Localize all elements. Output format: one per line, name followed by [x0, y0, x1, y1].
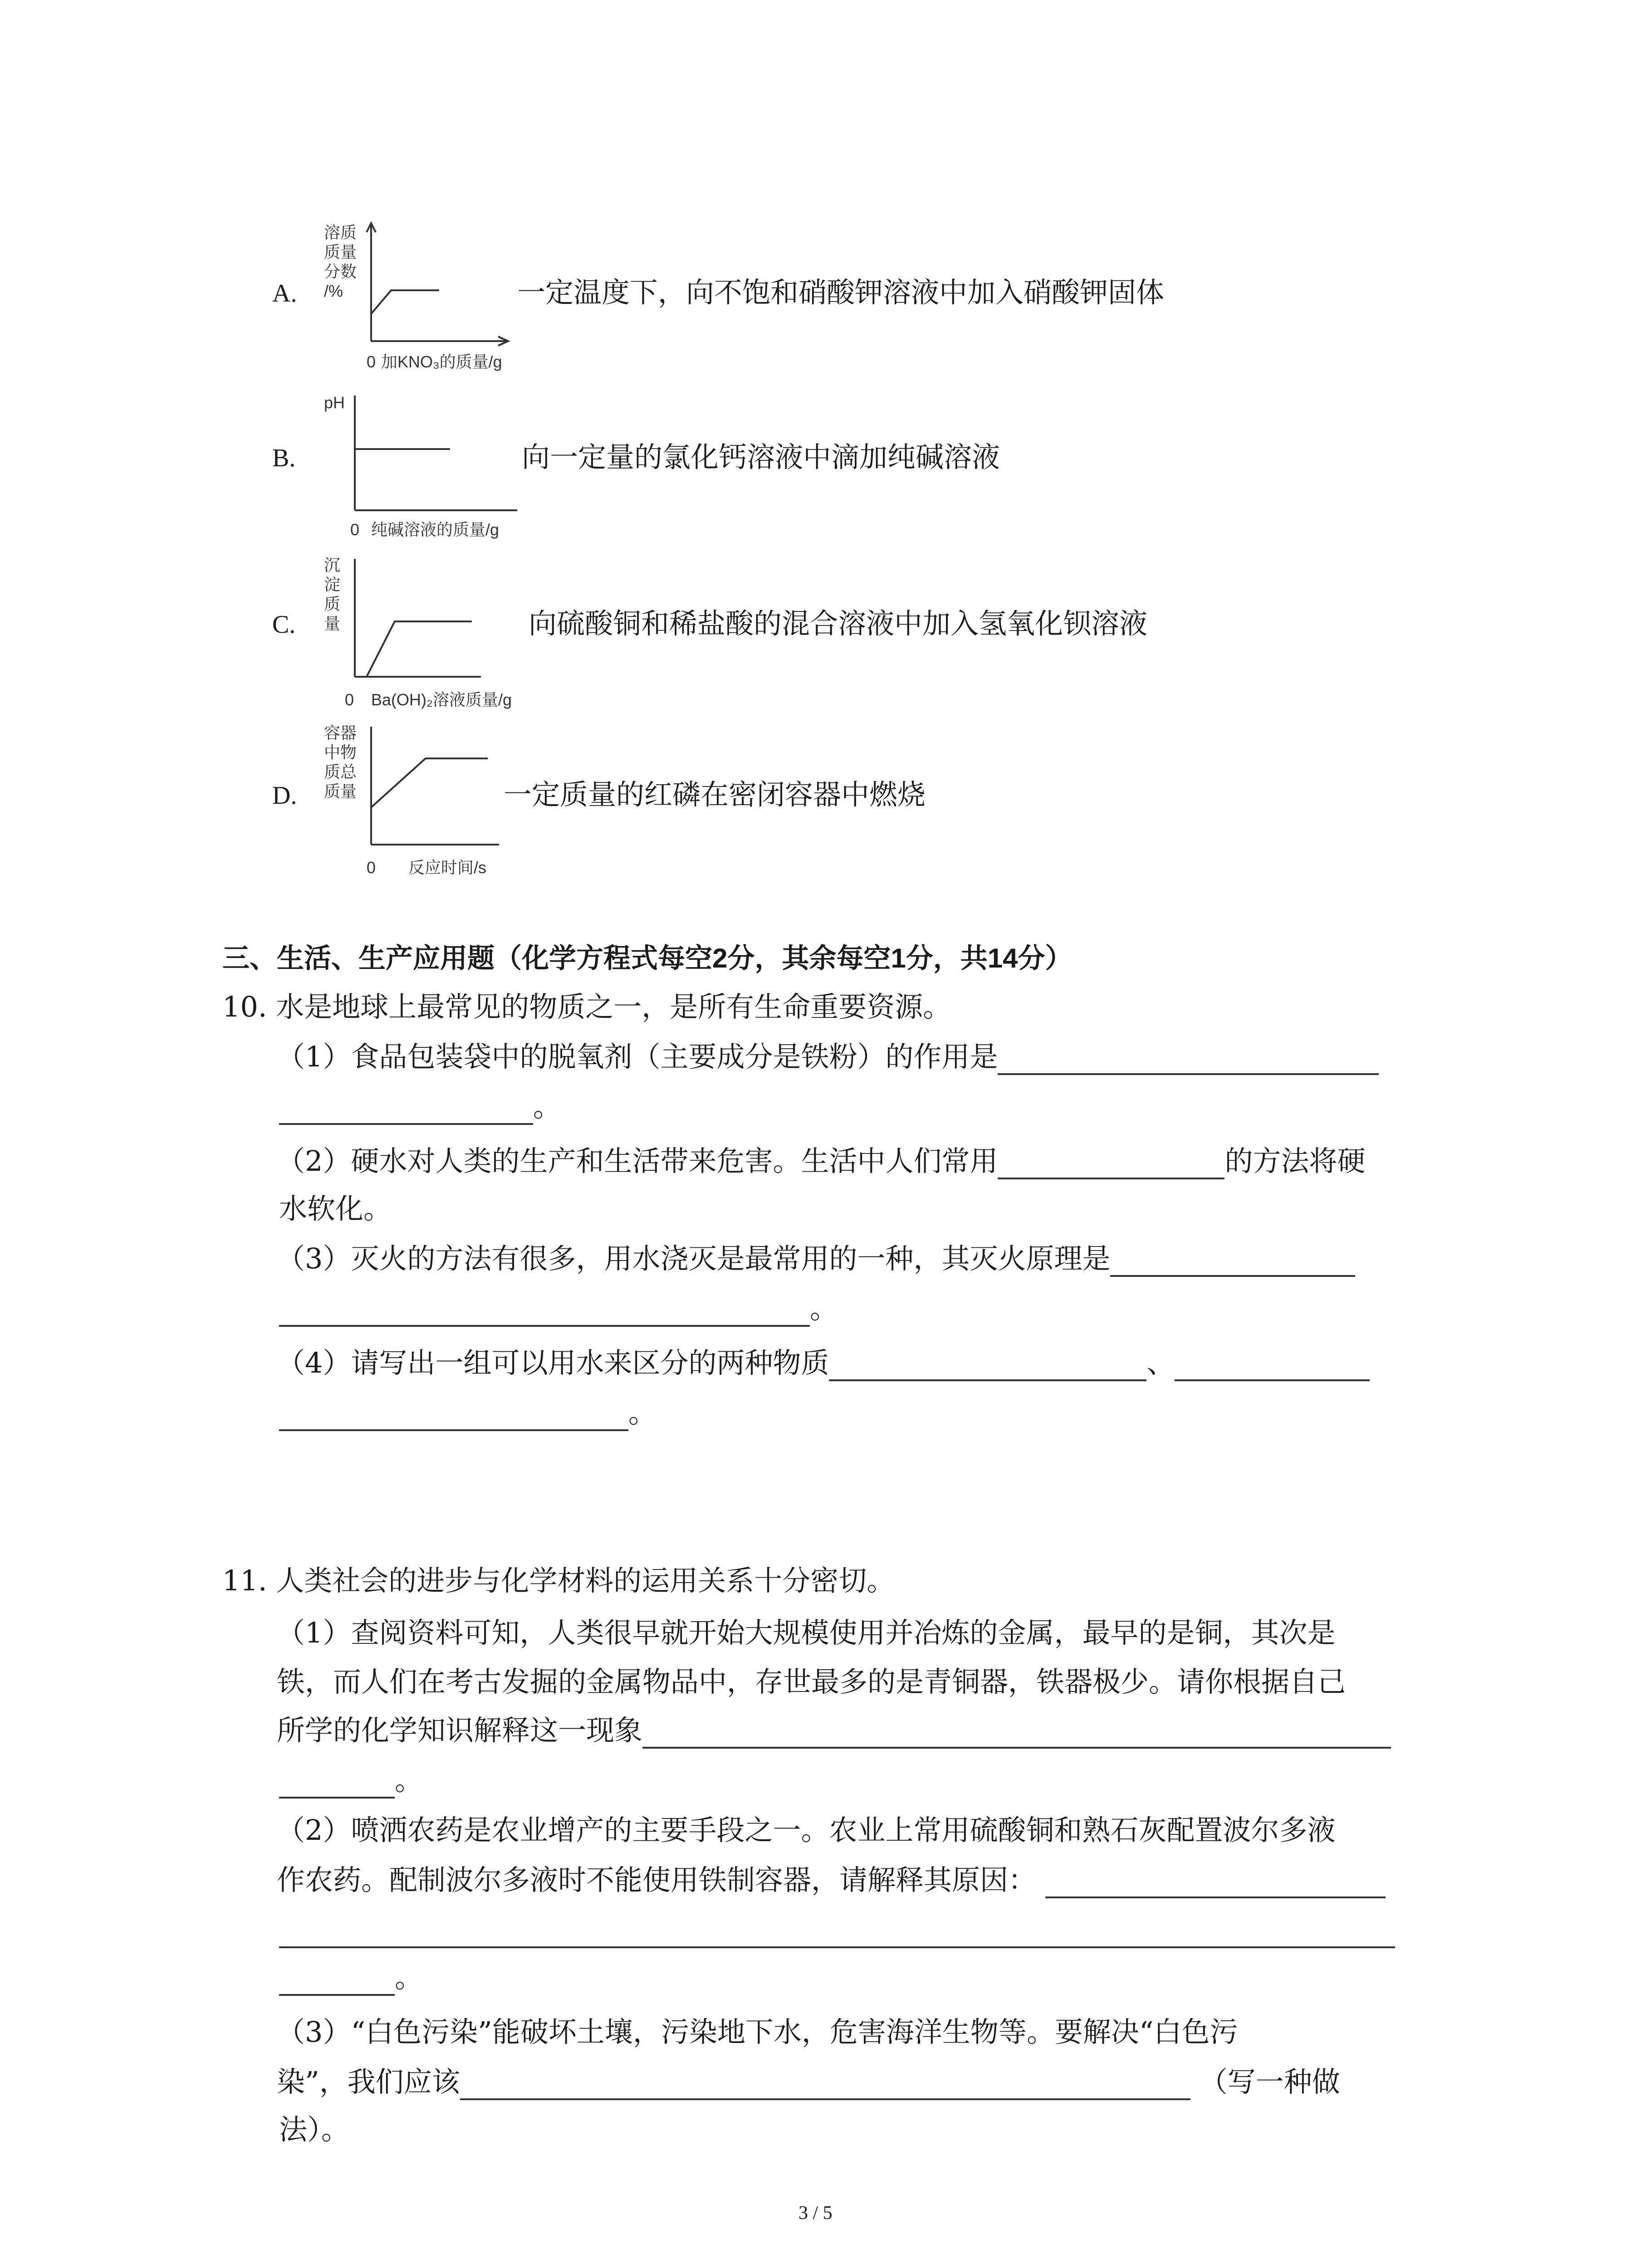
q10-p1-end: 。: [533, 1090, 562, 1123]
graph-a-xlabel: 加KNO₃的质量/g: [381, 352, 502, 371]
q10-p3-end: 。: [810, 1292, 838, 1325]
q10-p1-answer-blank[interactable]: [998, 1045, 1379, 1075]
graph-d-origin: 0: [367, 858, 376, 877]
q11-p1c-text: 所学的化学知识解释这一现象: [277, 1714, 643, 1747]
graph-b-xlabel: 纯碱溶液的质量/g: [371, 520, 500, 539]
q11-p1a: （1）查阅资料可知，人类很早就开始大规模使用并冶炼的金属，最早的是铜，其次是: [277, 1616, 1336, 1649]
q10-p3-answer-blank[interactable]: [1110, 1247, 1355, 1277]
graph-b-ylabel-0: pH: [324, 393, 345, 412]
q11-p3d: 法）。: [279, 2113, 350, 2146]
q10-p4: [277, 1345, 1370, 1381]
q11-stem: 11. 人类社会的进步与化学材料的运用关系十分密切。: [222, 1564, 895, 1597]
graph-d-curve: [371, 758, 488, 807]
q11-p1b: 铁，而人们在考古发掘的金属物品中，存世最多的是青铜器，铁器极少。请你根据自己: [277, 1665, 1346, 1698]
page-number: 3 / 5: [798, 2203, 833, 2224]
q11-p2-answer-blank-2[interactable]: [279, 1918, 1395, 1948]
q10-p4-end: 。: [628, 1396, 657, 1429]
graph-a-ylabel-2: 分数: [324, 262, 357, 281]
q10-p1-cont: [279, 1089, 561, 1125]
q10-p1: [277, 1039, 1379, 1075]
q10-p3: [277, 1241, 1355, 1277]
option-d-letter: D.: [272, 782, 297, 810]
graph-d-ylabel-3: 质量: [324, 782, 357, 801]
q10-p2-cont: 水软化。: [279, 1192, 392, 1225]
q10-p2-answer-blank[interactable]: [998, 1149, 1225, 1179]
q11-p1-cont: [279, 1762, 423, 1799]
graph-c-origin: 0: [345, 690, 354, 709]
q11-p1-answer-blank[interactable]: [642, 1719, 1391, 1749]
q11-p2b-text: 作农药。配制波尔多液时不能使用铁制容器，请解释其原因：: [277, 1863, 1037, 1897]
graph-a-ylabel-1: 质量: [324, 243, 357, 261]
q11-p2-cont-2: [279, 1960, 423, 1996]
q11-p1-end: 。: [395, 1764, 423, 1797]
graph-a-ylabel-0: 溶质: [324, 223, 357, 242]
option-a-text: 一定温度下，向不饱和硝酸钾溶液中加入硝酸钾固体: [517, 276, 1165, 309]
q11-p3-answer-blank[interactable]: [460, 2070, 1190, 2100]
q11-p2b: [277, 1862, 1386, 1898]
q10-p3-cont: [279, 1290, 838, 1327]
graph-c-curve: [355, 621, 472, 677]
q10-stem: 10. 水是地球上最常见的物质之一，是所有生命重要资源。: [222, 990, 951, 1023]
q11-p3b-text: 染”，我们应该: [277, 2065, 460, 2098]
option-b-letter: B.: [272, 444, 296, 472]
option-c-text: 向硫酸铜和稀盐酸的混合溶液中加入氢氧化钡溶液: [529, 607, 1148, 640]
q10-p4-sep: 、: [1146, 1346, 1175, 1379]
option-a-letter: A.: [272, 279, 297, 308]
option-c-graph: [318, 549, 544, 721]
q10-p4-answer-blank-3[interactable]: [279, 1401, 628, 1431]
graph-c-ylabel-3: 量: [324, 614, 341, 633]
q10-p4-answer-blank-2[interactable]: [1175, 1351, 1370, 1381]
q10-p3-text: （3）灭火的方法有很多，用水浇灭是最常用的一种，其灭火原理是: [277, 1242, 1111, 1275]
q11-p2-cont: [279, 1912, 1395, 1948]
q11-p1c: [277, 1712, 1391, 1749]
q10-p2: [277, 1143, 1365, 1179]
option-b-text: 向一定量的氯化钙溶液中滴加纯碱溶液: [522, 440, 1000, 474]
graph-d-ylabel-0: 容器: [324, 723, 357, 742]
q10-p4-cont: [279, 1395, 656, 1431]
graph-d-ylabel-2: 质总: [324, 763, 357, 781]
graph-c-ylabel-0: 沉: [324, 556, 341, 574]
graph-b-origin: 0: [350, 520, 360, 539]
q11-p3a: （3）“白色污染”能破坏土壤，污染地下水，危害海洋生物等。要解决“白色污: [277, 2015, 1238, 2048]
section-heading: 三、生活、生产应用题（化学方程式每空2分，其余每空1分，共14分）: [222, 943, 1073, 973]
graph-d-ylabel-1: 中物: [324, 743, 357, 762]
graph-a-origin: 0: [367, 352, 376, 371]
q10-p3-answer-blank-2[interactable]: [279, 1297, 810, 1327]
graph-c-xlabel: Ba(OH)₂溶液质量/g: [371, 690, 512, 709]
q11-p2-answer-blank[interactable]: [1045, 1868, 1386, 1898]
q11-p2a: （2）喷洒农药是农业增产的主要手段之一。农业上常用硫酸铜和熟石灰配置波尔多液: [277, 1813, 1336, 1847]
q10-p2-text-b: 的方法将硬: [1225, 1144, 1366, 1178]
option-d-text: 一定质量的红磷在密闭容器中燃烧: [504, 778, 926, 811]
q11-p2-answer-blank-3[interactable]: [279, 1966, 395, 1996]
q11-p2-end: 。: [395, 1961, 423, 1994]
option-b-graph: [318, 386, 544, 549]
q11-p3b: [277, 2064, 1340, 2100]
option-a-graph: [318, 218, 544, 381]
graph-d-xlabel: 反应时间/s: [408, 858, 487, 877]
graph-c-ylabel-1: 淀: [324, 575, 341, 594]
q10-p4-text: （4）请写出一组可以用水来区分的两种物质: [277, 1346, 829, 1379]
q11-p3c-text: （写一种做: [1199, 2065, 1340, 2098]
graph-a-ylabel-3: /%: [324, 282, 343, 300]
graph-c-ylabel-2: 质: [324, 595, 341, 613]
graph-a-curve: [371, 290, 439, 314]
q10-p4-answer-blank-1[interactable]: [829, 1351, 1146, 1381]
q10-p1-answer-blank-2[interactable]: [279, 1095, 533, 1125]
q11-p1-answer-blank-2[interactable]: [279, 1769, 395, 1799]
q10-p1-text: （1）食品包装袋中的脱氧剂（主要成分是铁粉）的作用是: [277, 1040, 998, 1073]
q10-p2-text: （2）硬水对人类的生产和生活带来危害。生活中人们常用: [277, 1144, 998, 1178]
option-c-letter: C.: [272, 611, 296, 639]
